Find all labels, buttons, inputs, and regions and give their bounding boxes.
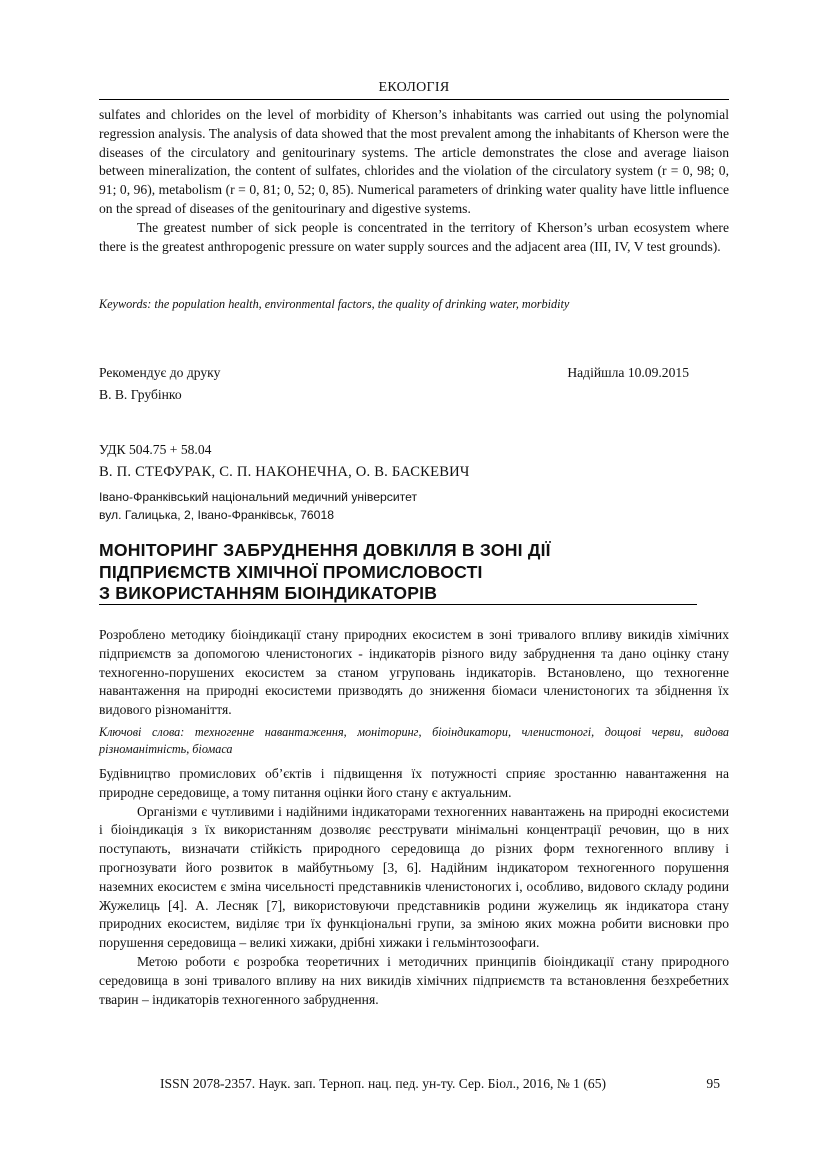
title-line: З ВИКОРИСТАННЯМ БІОІНДИКАТОРІВ [99, 583, 438, 603]
page-number: 95 [706, 1076, 720, 1091]
title-line: МОНІТОРИНГ ЗАБРУДНЕННЯ ДОВКІЛЛЯ В ЗОНІ ДІЇ [99, 540, 551, 560]
abstract-en-paragraph: sulfates and chlorides on the level of morbidity of Kherson’s inhabitants was carried out using the polynomial regression analysis. The analysis of data showed that the most prevalent among the inhabitants of Kherson were the diseases of the circulatory and genitourinary systems. The article demonstrates the close and average liaison between mineralization, the content of sulfates, chlorides and the violation of the circulatory system (r = 0, 98; 0, 91; 0, 96), metabolism (r = 0, 81; 0, 52; 0, 85). Numerical parameters of drinking water quality have little influence on the spread of diseases of the genitourinary and digestive systems. [99, 107, 729, 216]
page-footer [160, 1076, 720, 1092]
address: вул. Галицька, 2, Івано-Франківськ, 76018 [99, 508, 334, 522]
title-line: ПІДПРИЄМСТВ ХІМІЧНОЇ ПРОМИСЛОВОСТІ [99, 561, 483, 582]
header-rule [99, 99, 729, 100]
article-title [99, 540, 699, 605]
authors: В. П. СТЕФУРАК, С. П. НАКОНЕЧНА, О. В. БАСКЕВИЧ [99, 464, 470, 480]
affiliation: Івано-Франківський національний медичний університет [99, 490, 418, 504]
received-date: Надійшла 10.09.2015 [567, 365, 689, 380]
udk-code: УДК 504.75 + 58.04 [99, 442, 212, 457]
affiliation-block [99, 488, 417, 524]
ukrainian-abstract [99, 626, 729, 720]
english-abstract [99, 106, 729, 256]
article-body [99, 765, 729, 1009]
recommendation-block [99, 362, 689, 406]
abstract-en-paragraph: The greatest number of sick people is concentrated in the territory of Kherson’s urban ecosystem where there is the greatest anthropogenic pressure on water supply sources and the adjacent area (III, IV, V test grounds). [99, 219, 729, 254]
body-paragraph: Організми є чутливими і надійними індикаторами техногенних навантажень на природні екосистеми і біоіндикація з їх використанням дозволяє реєструвати мінімальні концентрації речовин, що в них поступають, визначати стійкість природного середовища до різних форм техногенного впливу і прогнозувати його розвиток в майбутньому [3, 6]. Надійним індикатором техногенного порушення наземних екосистем є зміна чисельності представників членистоногих і, особливо, видового складу родини Жужелиць [4]. А. Лесняк [7], використовуючи представників родини жужелиць як індикатора стану природних екосистем, виділяє три їх функціональні групи, за зміною яких можна робити висновки про порушення середовища – великі хижаки, дрібні хижаки і гельмінтозоофаги. [99, 803, 729, 951]
keywords-ua: Ключові слова: техногенне навантаження, моніторинг, біоіндикатори, членистоногі, дощові черви, видова різноманітність, біомаса [99, 725, 729, 756]
recommended-label: Рекомендує до друку [99, 365, 221, 380]
keywords-en: Keywords: the population health, environmental factors, the quality of drinking water, morbidity [99, 297, 570, 311]
title-rule [99, 604, 697, 605]
body-paragraph: Метою роботи є розробка теоретичних і методичних принципів біоіндикації стану природного середовища в зоні тривалого впливу на них викидів хімічних підприємств та встановлення безхребетних тварин – індикаторів техногенного забруднення. [99, 953, 729, 1007]
abstract-ua-paragraph: Розроблено методику біоіндикації стану природних екосистем в зоні тривалого впливу викидів хімічних підприємств за допомогою членистоногих - індикаторів різного виду забруднення та дано оцінку стану техногенно-порушених екосистем за станом угруповань індикаторів. Встановлено, що техногенне навантаження на природні екосистеми призводять до зниження біомаси членистоногих та збіднення їх видового різноманіття. [99, 627, 729, 718]
reviewer-name: В. В. Грубінко [99, 387, 182, 402]
journal-citation: ISSN 2078-2357. Наук. зап. Терноп. нац. пед. ун-ту. Сер. Біол., 2016, № 1 (65) [160, 1076, 607, 1091]
running-head: ЕКОЛОГІЯ [378, 80, 450, 95]
body-paragraph: Будівництво промислових об’єктів і підвищення їх потужності сприяє зростанню навантаження на природне середовище, а тому питання оцінки його стану є актуальним. [99, 766, 729, 800]
